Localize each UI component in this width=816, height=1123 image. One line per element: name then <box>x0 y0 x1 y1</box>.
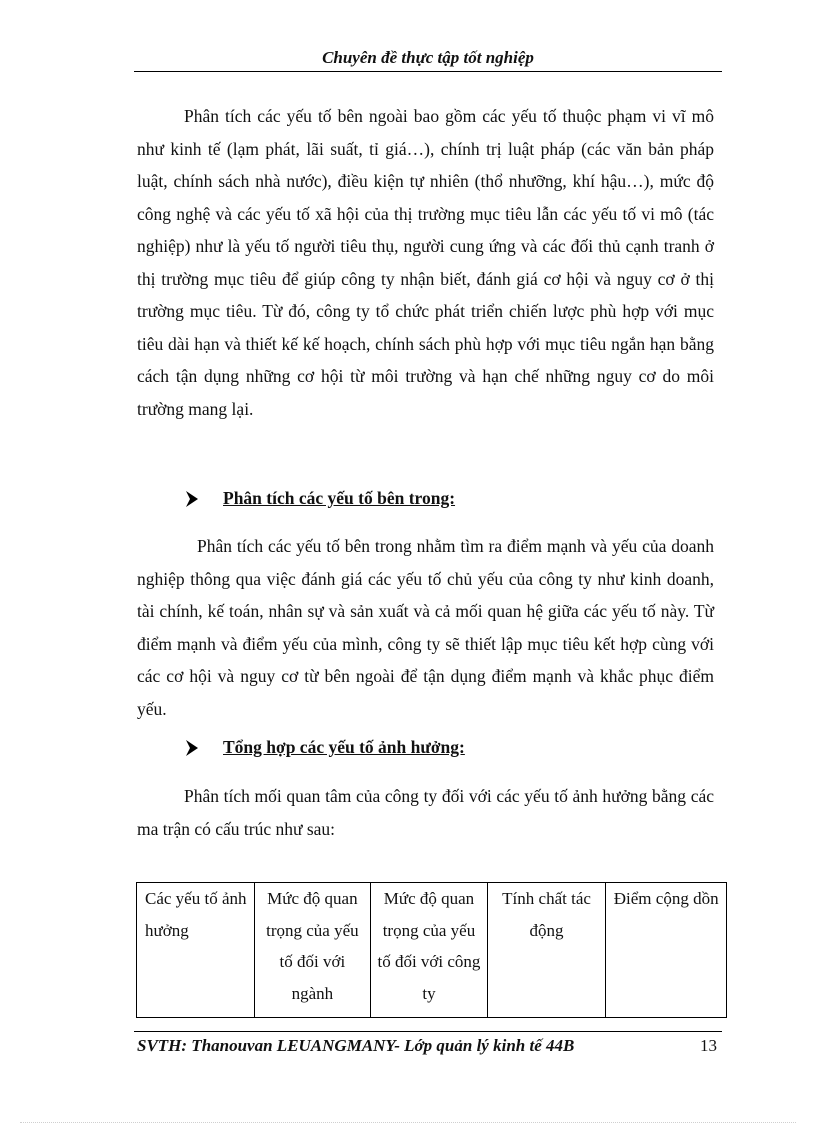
bullet-internal-factors <box>185 488 455 509</box>
page-footer <box>137 1036 717 1056</box>
bullet-summary-factors <box>185 737 465 758</box>
bullet-label: Tổng hợp các yếu tố ảnh hưởng: <box>223 737 465 757</box>
page-number: 13 <box>700 1036 717 1055</box>
table-header-cell: Tính chất tác động <box>487 883 606 1018</box>
table-header-cell: Các yếu tố ảnh hưởng <box>137 883 255 1018</box>
page-header-title: Chuyên đề thực tập tốt nghiệp <box>322 48 534 67</box>
factor-matrix-table <box>136 882 727 1018</box>
paragraph-text: Phân tích mối quan tâm của công ty đối với các yếu tố ảnh hưởng bằng các ma trận có cấu trúc như sau: <box>137 786 714 839</box>
table-header-cell: Mức độ quan trọng của yếu tố đối với ngành <box>254 883 371 1018</box>
paragraph-external-factors <box>137 100 714 425</box>
paragraph-matrix-intro <box>137 780 714 845</box>
bullet-label: Phân tích các yếu tố bên trong: <box>223 488 456 508</box>
footer-rule <box>134 1031 722 1032</box>
table-header-cell: Mức độ quan trọng của yếu tố đối với công ty <box>371 883 488 1018</box>
paragraph-text: Phân tích các yếu tố bên trong nhằm tìm ra điểm mạnh và yếu của doanh nghiệp thông qua việc đánh giá các yếu tố chủ yếu của công ty như kinh doanh, tài chính, kế toán, nhân sự và sản xuất và cả mối quan hệ giữa các yếu tố này. Từ điểm mạnh và điểm yếu của mình, công ty sẽ thiết lập mục tiêu kết hợp cùng với các cơ hội và nguy cơ từ bên ngoài để tận dụng điểm mạnh và khắc phục điểm yếu. <box>137 536 714 719</box>
footer-author: SVTH: Thanouvan LEUANGMANY- Lớp quản lý kinh tế 44B <box>137 1036 575 1055</box>
paragraph-internal-factors <box>137 530 714 725</box>
table-header-row <box>137 883 727 1018</box>
arrowhead-bullet-icon <box>185 739 199 757</box>
header-rule <box>134 71 722 72</box>
table-header-cell: Điểm cộng dồn <box>606 883 727 1018</box>
arrowhead-bullet-icon <box>185 490 199 508</box>
paragraph-text: Phân tích các yếu tố bên ngoài bao gồm các yếu tố thuộc phạm vi vĩ mô như kinh tế (lạm phát, lãi suất, tỉ giá…), chính trị luật pháp (các văn bản pháp luật, chính sách nhà nước), điều kiện tự nhiên (thổ nhưỡng, khí hậu…), mức độ công nghệ và các yếu tố xã hội của thị trường mục tiêu lẫn các yếu tố vi mô (tác nghiệp) như là yếu tố người tiêu thụ, người cung ứng và các đối thủ cạnh tranh ở thị trường mục tiêu để giúp công ty nhận biết, đánh giá cơ hội và nguy cơ ở thị trường mục tiêu. Từ đó, công ty tổ chức phát triển chiến lược phù hợp với mục tiêu dài hạn và thiết kế kế hoạch, chính sách phù hợp với mục tiêu ngắn hạn bằng cách tận dụng những cơ hội từ môi trường và hạn chế những nguy cơ do môi trường mang lại. <box>137 106 714 419</box>
